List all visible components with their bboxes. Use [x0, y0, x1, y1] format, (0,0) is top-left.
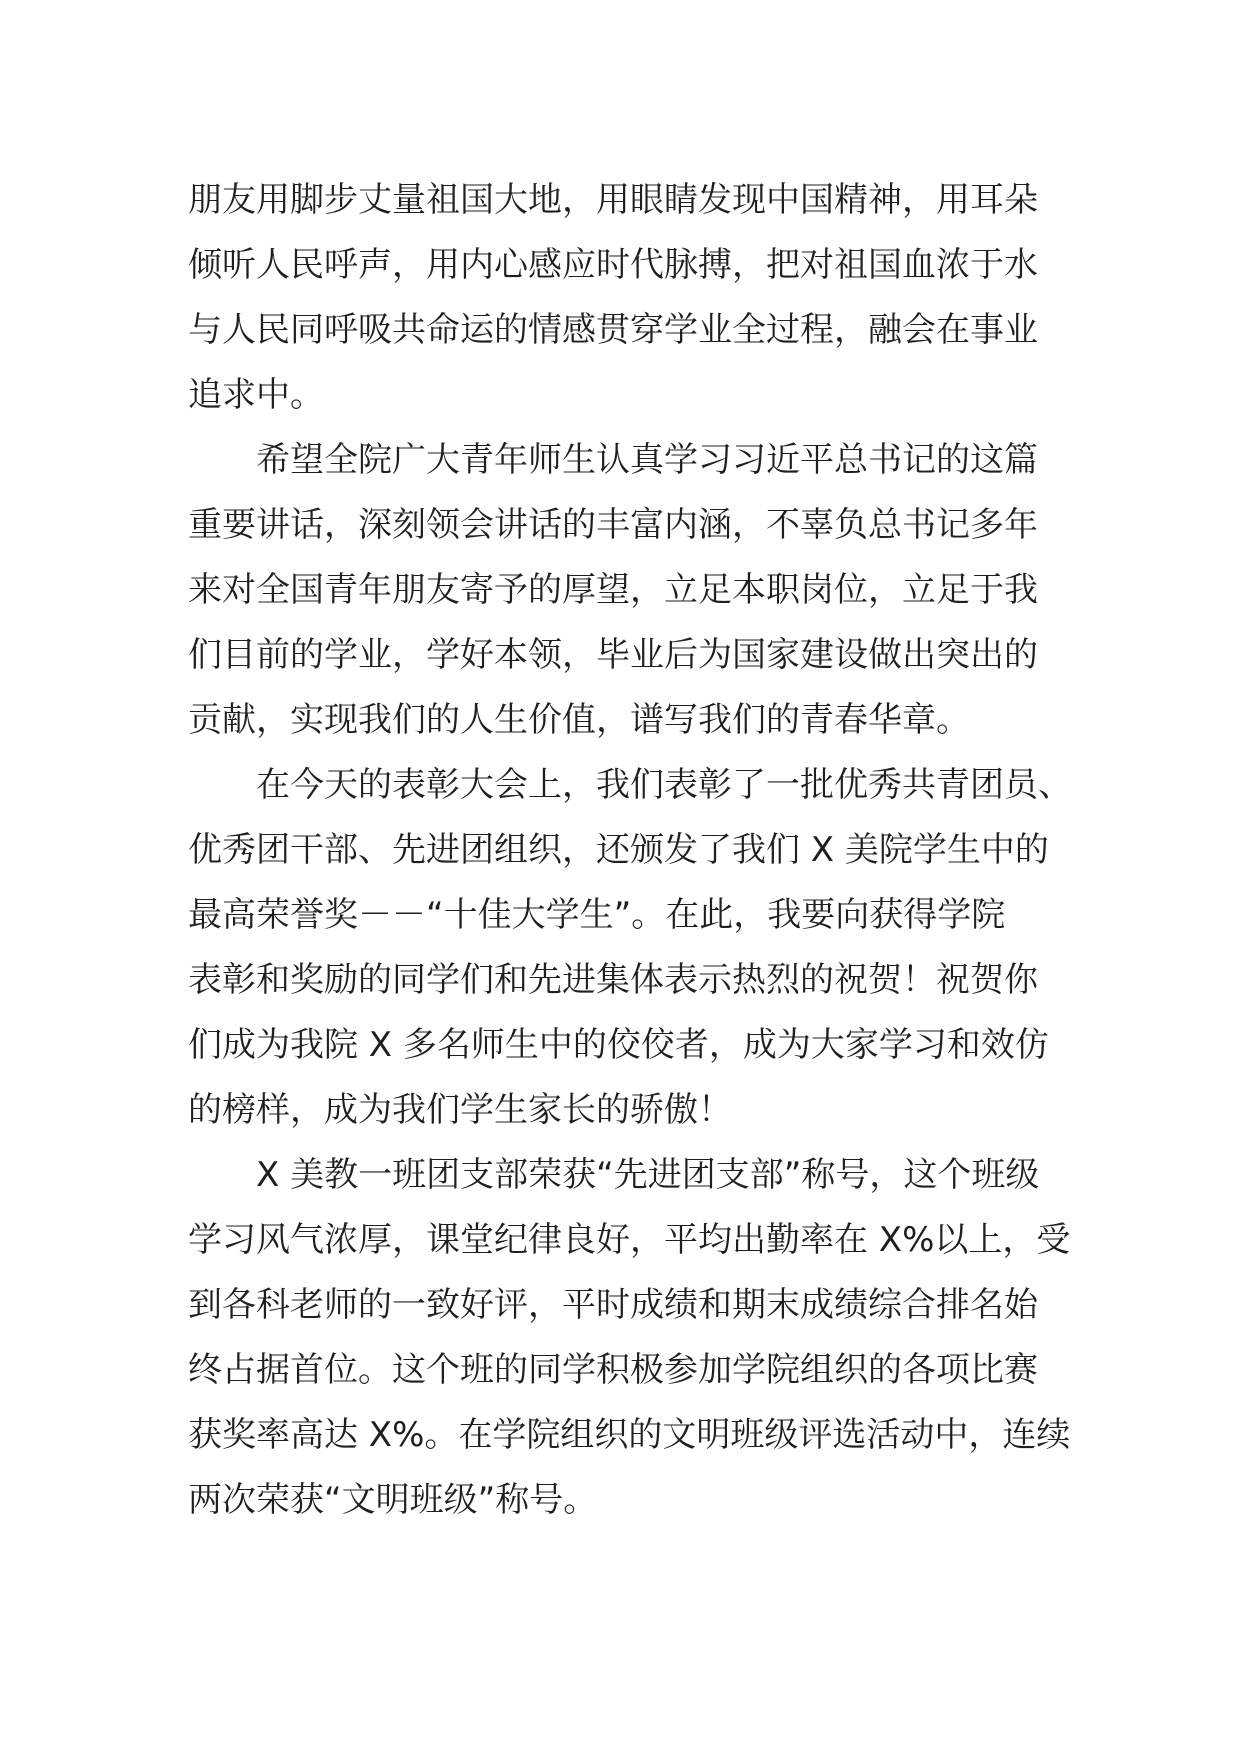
text-line: 重要讲话，深刻领会讲话的丰富内涵，不辜负总书记多年 — [188, 505, 1038, 545]
text-line: 希望全院广大青年师生认真学习习近平总书记的这篇 — [256, 440, 1038, 480]
text-line: 到各科老师的一致好评，平时成绩和期末成绩综合排名始 — [188, 1285, 1038, 1325]
text-line: 朋友用脚步丈量祖国大地，用眼睛发现中国精神，用耳朵 — [188, 180, 1038, 220]
text-line: 贡献，实现我们的人生价值，谱写我们的青春华章。 — [188, 700, 970, 740]
paragraph-3 — [188, 753, 1072, 1143]
text-line: 们成为我院 X 多名师生中的佼佼者，成为大家学习和效仿 — [188, 1025, 1049, 1065]
text-line: 两次荣获“文明班级”称号。 — [188, 1480, 598, 1520]
text-line: 学习风气浓厚，课堂纪律良好，平均出勤率在 X%以上，受 — [188, 1220, 1071, 1260]
paragraph-1 — [188, 168, 1060, 428]
text-line: 优秀团干部、先进团组织，还颁发了我们 X 美院学生中的 — [188, 830, 1049, 870]
text-line: 在今天的表彰大会上，我们表彰了一批优秀共青团员、 — [256, 765, 1072, 805]
text-line: 追求中。 — [188, 375, 324, 415]
document-body — [188, 168, 1072, 1533]
text-line: 表彰和奖励的同学们和先进集体表示热烈的祝贺！祝贺你 — [188, 960, 1038, 1000]
text-line: 的榜样，成为我们学生家长的骄傲！ — [188, 1090, 732, 1130]
paragraph-4 — [188, 1143, 1071, 1533]
text-line: 最高荣誉奖－－“十佳大学生”。在此，我要向获得学院 — [188, 895, 1006, 935]
paragraph-2 — [188, 428, 1060, 753]
text-line: 来对全国青年朋友寄予的厚望，立足本职岗位，立足于我 — [188, 570, 1038, 610]
text-line: 与人民同呼吸共命运的情感贯穿学业全过程，融会在事业 — [188, 310, 1038, 350]
text-line: X 美教一班团支部荣获“先进团支部”称号，这个班级 — [256, 1155, 1040, 1195]
text-line: 终占据首位。这个班的同学积极参加学院组织的各项比赛 — [188, 1350, 1038, 1390]
text-line: 倾听人民呼声，用内心感应时代脉搏，把对祖国血浓于水 — [188, 245, 1038, 285]
text-line: 们目前的学业，学好本领，毕业后为国家建设做出突出的 — [188, 635, 1038, 675]
text-line: 获奖率高达 X%。在学院组织的文明班级评选活动中，连续 — [188, 1415, 1071, 1455]
